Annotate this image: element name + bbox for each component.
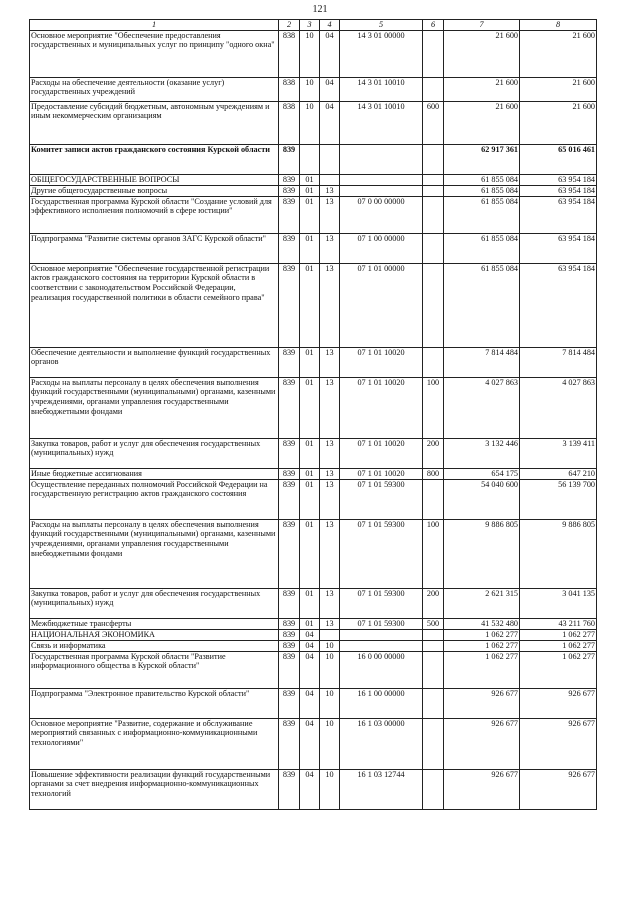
item-name-cell: Другие общегосударственные вопросы bbox=[30, 185, 279, 196]
section-cell: 04 bbox=[300, 718, 320, 769]
admin-code-cell: 839 bbox=[279, 640, 300, 651]
expense-type-cell bbox=[423, 629, 444, 640]
table-row bbox=[30, 347, 597, 377]
section-cell: 01 bbox=[300, 174, 320, 185]
admin-code-cell: 839 bbox=[279, 233, 300, 263]
amount-cell: 61 855 084 bbox=[444, 196, 520, 233]
amount-cell: 926 677 bbox=[520, 718, 597, 769]
target-article-cell: 16 1 00 00000 bbox=[340, 688, 423, 718]
table-row bbox=[30, 144, 597, 174]
subsection-cell: 13 bbox=[320, 468, 340, 479]
subsection-cell: 13 bbox=[320, 263, 340, 347]
section-cell: 10 bbox=[300, 30, 320, 77]
target-article-cell bbox=[340, 640, 423, 651]
amount-cell: 926 677 bbox=[444, 688, 520, 718]
item-name-cell: Подпрограмма "Развитие системы органов ЗАГС Курской области" bbox=[30, 233, 279, 263]
section-cell: 01 bbox=[300, 196, 320, 233]
page-number: 121 bbox=[312, 4, 328, 15]
amount-cell: 9 886 805 bbox=[444, 519, 520, 588]
item-name-cell: Подпрограмма "Электронное правительство Курской области" bbox=[30, 688, 279, 718]
item-name-cell: Закупка товаров, работ и услуг для обеспечения государственных (муниципальных) нужд bbox=[30, 438, 279, 468]
expense-type-cell bbox=[423, 174, 444, 185]
expense-type-cell: 500 bbox=[423, 618, 444, 629]
item-name-cell: Государственная программа Курской области "Создание условий для эффективного исполнения полномочий в сфере юстиции" bbox=[30, 196, 279, 233]
amount-cell: 63 954 184 bbox=[520, 263, 597, 347]
subsection-cell: 13 bbox=[320, 618, 340, 629]
column-header: 8 bbox=[520, 20, 597, 31]
table-row bbox=[30, 769, 597, 809]
admin-code-cell: 839 bbox=[279, 588, 300, 618]
expense-type-cell: 600 bbox=[423, 101, 444, 144]
expense-type-cell bbox=[423, 769, 444, 809]
table-row bbox=[30, 377, 597, 438]
admin-code-cell: 839 bbox=[279, 438, 300, 468]
admin-code-cell: 839 bbox=[279, 174, 300, 185]
expense-type-cell bbox=[423, 196, 444, 233]
amount-cell: 654 175 bbox=[444, 468, 520, 479]
target-article-cell: 14 3 01 00000 bbox=[340, 30, 423, 77]
subsection-cell: 13 bbox=[320, 377, 340, 438]
item-name-cell: Расходы на обеспечение деятельности (оказание услуг) государственных учреждений bbox=[30, 77, 279, 101]
column-header: 3 bbox=[300, 20, 320, 31]
amount-cell: 61 855 084 bbox=[444, 263, 520, 347]
amount-cell: 54 040 600 bbox=[444, 479, 520, 519]
admin-code-cell: 839 bbox=[279, 144, 300, 174]
amount-cell: 61 855 084 bbox=[444, 233, 520, 263]
expense-type-cell: 200 bbox=[423, 438, 444, 468]
expense-type-cell bbox=[423, 640, 444, 651]
section-cell: 04 bbox=[300, 651, 320, 688]
expense-type-cell: 200 bbox=[423, 588, 444, 618]
target-article-cell: 07 1 01 59300 bbox=[340, 479, 423, 519]
column-header: 7 bbox=[444, 20, 520, 31]
table-row bbox=[30, 629, 597, 640]
admin-code-cell: 839 bbox=[279, 519, 300, 588]
subsection-cell: 10 bbox=[320, 718, 340, 769]
admin-code-cell: 839 bbox=[279, 651, 300, 688]
amount-cell: 926 677 bbox=[520, 769, 597, 809]
amount-cell: 926 677 bbox=[444, 718, 520, 769]
subsection-cell: 13 bbox=[320, 588, 340, 618]
amount-cell: 4 027 863 bbox=[444, 377, 520, 438]
amount-cell: 63 954 184 bbox=[520, 196, 597, 233]
target-article-cell: 14 3 01 10010 bbox=[340, 101, 423, 144]
subsection-cell: 13 bbox=[320, 233, 340, 263]
item-name-cell: ОБЩЕГОСУДАРСТВЕННЫЕ ВОПРОСЫ bbox=[30, 174, 279, 185]
item-name-cell: Осуществление переданных полномочий Российской Федерации на государственную регистрацию актов гражданского состояния bbox=[30, 479, 279, 519]
amount-cell: 3 041 135 bbox=[520, 588, 597, 618]
admin-code-cell: 839 bbox=[279, 718, 300, 769]
table-row bbox=[30, 588, 597, 618]
amount-cell: 1 062 277 bbox=[520, 651, 597, 688]
table-row bbox=[30, 30, 597, 77]
section-cell: 01 bbox=[300, 588, 320, 618]
table-row bbox=[30, 618, 597, 629]
target-article-cell: 07 1 01 10020 bbox=[340, 377, 423, 438]
amount-cell: 21 600 bbox=[444, 101, 520, 144]
subsection-cell: 13 bbox=[320, 479, 340, 519]
subsection-cell: 04 bbox=[320, 30, 340, 77]
subsection-cell: 13 bbox=[320, 185, 340, 196]
amount-cell: 1 062 277 bbox=[520, 640, 597, 651]
subsection-cell bbox=[320, 174, 340, 185]
admin-code-cell: 838 bbox=[279, 77, 300, 101]
amount-cell: 21 600 bbox=[520, 30, 597, 77]
column-header: 1 bbox=[30, 20, 279, 31]
section-cell: 01 bbox=[300, 377, 320, 438]
table-row bbox=[30, 519, 597, 588]
amount-cell: 4 027 863 bbox=[520, 377, 597, 438]
target-article-cell: 07 1 00 00000 bbox=[340, 233, 423, 263]
admin-code-cell: 839 bbox=[279, 468, 300, 479]
column-header: 4 bbox=[320, 20, 340, 31]
admin-code-cell: 839 bbox=[279, 769, 300, 809]
section-cell: 01 bbox=[300, 233, 320, 263]
expense-type-cell: 800 bbox=[423, 468, 444, 479]
admin-code-cell: 839 bbox=[279, 618, 300, 629]
table-row bbox=[30, 688, 597, 718]
amount-cell: 43 211 760 bbox=[520, 618, 597, 629]
target-article-cell bbox=[340, 185, 423, 196]
target-article-cell: 07 1 01 10020 bbox=[340, 468, 423, 479]
item-name-cell: Иные бюджетные ассигнования bbox=[30, 468, 279, 479]
admin-code-cell: 839 bbox=[279, 347, 300, 377]
amount-cell: 61 855 084 bbox=[444, 185, 520, 196]
subsection-cell: 10 bbox=[320, 688, 340, 718]
table-row bbox=[30, 651, 597, 688]
amount-cell: 41 532 480 bbox=[444, 618, 520, 629]
item-name-cell: Государственная программа Курской области "Развитие информационного общества в Курской области" bbox=[30, 651, 279, 688]
subsection-cell: 13 bbox=[320, 438, 340, 468]
section-cell: 01 bbox=[300, 347, 320, 377]
subsection-cell: 04 bbox=[320, 101, 340, 144]
table-row bbox=[30, 468, 597, 479]
target-article-cell: 07 0 00 00000 bbox=[340, 196, 423, 233]
target-article-cell bbox=[340, 629, 423, 640]
expense-type-cell bbox=[423, 651, 444, 688]
section-cell: 04 bbox=[300, 769, 320, 809]
expense-type-cell bbox=[423, 688, 444, 718]
section-cell: 04 bbox=[300, 640, 320, 651]
target-article-cell: 14 3 01 10010 bbox=[340, 77, 423, 101]
admin-code-cell: 838 bbox=[279, 101, 300, 144]
section-cell: 01 bbox=[300, 479, 320, 519]
table-row bbox=[30, 196, 597, 233]
target-article-cell: 07 1 01 00000 bbox=[340, 263, 423, 347]
amount-cell: 1 062 277 bbox=[444, 629, 520, 640]
section-cell bbox=[300, 144, 320, 174]
subsection-cell: 13 bbox=[320, 347, 340, 377]
target-article-cell bbox=[340, 144, 423, 174]
amount-cell: 21 600 bbox=[520, 101, 597, 144]
item-name-cell: Обеспечение деятельности и выполнение функций государственных органов bbox=[30, 347, 279, 377]
admin-code-cell: 839 bbox=[279, 479, 300, 519]
expense-type-cell bbox=[423, 30, 444, 77]
amount-cell: 647 210 bbox=[520, 468, 597, 479]
expense-type-cell bbox=[423, 479, 444, 519]
item-name-cell: Расходы на выплаты персоналу в целях обеспечения выполнения функций государственными (муниципальными) органами, казенными учреждениями, органами управления государственными внебюджетными фондами bbox=[30, 377, 279, 438]
expense-type-cell bbox=[423, 77, 444, 101]
item-name-cell: Комитет записи актов гражданского состояния Курской области bbox=[30, 144, 279, 174]
subsection-cell bbox=[320, 144, 340, 174]
expense-type-cell bbox=[423, 347, 444, 377]
amount-cell: 56 139 700 bbox=[520, 479, 597, 519]
amount-cell: 62 917 361 bbox=[444, 144, 520, 174]
table-row bbox=[30, 263, 597, 347]
target-article-cell: 07 1 01 59300 bbox=[340, 618, 423, 629]
target-article-cell: 16 0 00 00000 bbox=[340, 651, 423, 688]
item-name-cell: Связь и информатика bbox=[30, 640, 279, 651]
subsection-cell bbox=[320, 629, 340, 640]
column-header: 6 bbox=[423, 20, 444, 31]
expense-type-cell: 100 bbox=[423, 519, 444, 588]
item-name-cell: Закупка товаров, работ и услуг для обеспечения государственных (муниципальных) нужд bbox=[30, 588, 279, 618]
amount-cell: 1 062 277 bbox=[444, 640, 520, 651]
header-row bbox=[30, 20, 597, 31]
table-row bbox=[30, 77, 597, 101]
amount-cell: 7 814 484 bbox=[520, 347, 597, 377]
item-name-cell: Расходы на выплаты персоналу в целях обеспечения выполнения функций государственными (муниципальными) органами, казенными учреждениями, органами управления государственными внебюджетными фондами bbox=[30, 519, 279, 588]
subsection-cell: 10 bbox=[320, 640, 340, 651]
amount-cell: 3 139 411 bbox=[520, 438, 597, 468]
subsection-cell: 04 bbox=[320, 77, 340, 101]
item-name-cell: Основное мероприятие "Обеспечение предоставления государственных и муниципальных услуг по принципу "одного окна" bbox=[30, 30, 279, 77]
section-cell: 10 bbox=[300, 77, 320, 101]
section-cell: 01 bbox=[300, 519, 320, 588]
table-row bbox=[30, 640, 597, 651]
section-cell: 10 bbox=[300, 101, 320, 144]
amount-cell: 2 621 315 bbox=[444, 588, 520, 618]
admin-code-cell: 839 bbox=[279, 629, 300, 640]
amount-cell: 63 954 184 bbox=[520, 233, 597, 263]
amount-cell: 926 677 bbox=[520, 688, 597, 718]
expense-type-cell bbox=[423, 185, 444, 196]
table-row bbox=[30, 718, 597, 769]
admin-code-cell: 839 bbox=[279, 185, 300, 196]
subsection-cell: 13 bbox=[320, 196, 340, 233]
target-article-cell: 07 1 01 59300 bbox=[340, 588, 423, 618]
table-row bbox=[30, 185, 597, 196]
amount-cell: 63 954 184 bbox=[520, 185, 597, 196]
budget-table bbox=[29, 19, 597, 810]
amount-cell: 63 954 184 bbox=[520, 174, 597, 185]
section-cell: 04 bbox=[300, 688, 320, 718]
amount-cell: 926 677 bbox=[444, 769, 520, 809]
target-article-cell bbox=[340, 174, 423, 185]
target-article-cell: 16 1 03 12744 bbox=[340, 769, 423, 809]
expense-type-cell: 100 bbox=[423, 377, 444, 438]
target-article-cell: 07 1 01 59300 bbox=[340, 519, 423, 588]
target-article-cell: 16 1 03 00000 bbox=[340, 718, 423, 769]
subsection-cell: 10 bbox=[320, 651, 340, 688]
table-row bbox=[30, 101, 597, 144]
amount-cell: 3 132 446 bbox=[444, 438, 520, 468]
column-header: 5 bbox=[340, 20, 423, 31]
item-name-cell: Межбюджетные трансферты bbox=[30, 618, 279, 629]
admin-code-cell: 839 bbox=[279, 377, 300, 438]
expense-type-cell bbox=[423, 263, 444, 347]
target-article-cell: 07 1 01 10020 bbox=[340, 347, 423, 377]
section-cell: 04 bbox=[300, 629, 320, 640]
section-cell: 01 bbox=[300, 185, 320, 196]
amount-cell: 65 016 461 bbox=[520, 144, 597, 174]
expense-type-cell bbox=[423, 233, 444, 263]
amount-cell: 21 600 bbox=[444, 30, 520, 77]
expense-type-cell bbox=[423, 144, 444, 174]
table-row bbox=[30, 174, 597, 185]
subsection-cell: 13 bbox=[320, 519, 340, 588]
table-row bbox=[30, 233, 597, 263]
expense-type-cell bbox=[423, 718, 444, 769]
target-article-cell: 07 1 01 10020 bbox=[340, 438, 423, 468]
amount-cell: 61 855 084 bbox=[444, 174, 520, 185]
table-row bbox=[30, 479, 597, 519]
admin-code-cell: 839 bbox=[279, 263, 300, 347]
subsection-cell: 10 bbox=[320, 769, 340, 809]
admin-code-cell: 839 bbox=[279, 196, 300, 233]
section-cell: 01 bbox=[300, 618, 320, 629]
item-name-cell: НАЦИОНАЛЬНАЯ ЭКОНОМИКА bbox=[30, 629, 279, 640]
amount-cell: 21 600 bbox=[520, 77, 597, 101]
admin-code-cell: 839 bbox=[279, 688, 300, 718]
item-name-cell: Предоставление субсидий бюджетным, автономным учреждениям и иным некоммерческим организациям bbox=[30, 101, 279, 144]
column-header: 2 bbox=[279, 20, 300, 31]
admin-code-cell: 838 bbox=[279, 30, 300, 77]
item-name-cell: Основное мероприятие "Обеспечение государственной регистрации актов гражданского состояния на территории Курской области в соответствии с законодательством Российской Федерации, реализация государственной политики в области семейного права" bbox=[30, 263, 279, 347]
amount-cell: 1 062 277 bbox=[520, 629, 597, 640]
amount-cell: 21 600 bbox=[444, 77, 520, 101]
amount-cell: 9 886 805 bbox=[520, 519, 597, 588]
section-cell: 01 bbox=[300, 263, 320, 347]
table-row bbox=[30, 438, 597, 468]
item-name-cell: Основное мероприятие "Развитие, содержание и обслуживание мероприятий связанных с информационно-коммуникационными технологиями" bbox=[30, 718, 279, 769]
item-name-cell: Повышение эффективности реализации функций государственными органами за счет внедрения информационно-коммуникационных технологий bbox=[30, 769, 279, 809]
amount-cell: 7 814 484 bbox=[444, 347, 520, 377]
amount-cell: 1 062 277 bbox=[444, 651, 520, 688]
section-cell: 01 bbox=[300, 438, 320, 468]
section-cell: 01 bbox=[300, 468, 320, 479]
